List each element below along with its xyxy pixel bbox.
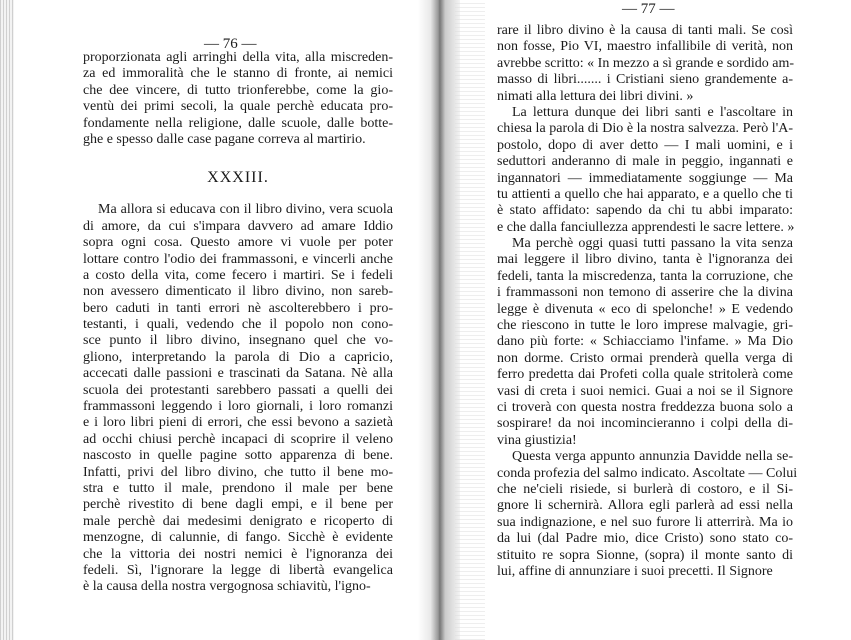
text-line: proporzionata agli arringhi della vita, alla miscreden- xyxy=(83,50,393,65)
text-line: è stato affidato: sapendo da chi tu abbi imparato: xyxy=(497,203,793,219)
text-line: La lettura dunque dei libri santi e l'ascoltare in xyxy=(512,104,793,120)
text-line: seduttori anderanno di male in peggio, ingannati e xyxy=(497,154,793,170)
text-line: ad occhi chiusi perchè incapaci di scoprire il veleno xyxy=(83,431,393,447)
page-number-left: — 76 — xyxy=(204,36,257,52)
text-line: avrebbe scritto: « In mezzo a sì grande e sordido am- xyxy=(497,55,795,71)
text-line: menzogne, di calunnie, di fango. Sicchè è evidente xyxy=(83,530,393,546)
text-line: fedeli, tanta la miscredenza, tanta la corruzione, che xyxy=(497,268,793,284)
text-line: masso di libri....... i Cristiani sieno grandemente a- xyxy=(497,72,793,88)
text-line: Ma allora si educava con il libro divino, vera scuola xyxy=(98,202,393,218)
text-line: ghe e spesso dalle case pagane correva al martirio. xyxy=(83,131,366,147)
text-line: non avessero dimenticato il libro divino, non sareb- xyxy=(83,284,393,300)
text-line: gliono, interpretando la parola di Dio a capricio, xyxy=(83,349,393,365)
text-line: scuola dei protestanti sarebbero passati a quelli dei xyxy=(83,382,393,398)
paragraph xyxy=(83,50,393,148)
text-line: Questa verga appunto annunzia Davidde nella se- xyxy=(512,449,793,465)
book-spine xyxy=(418,0,460,640)
paragraph xyxy=(497,23,793,105)
text-line: Ma perchè oggi quasi tutti passano la vita senza xyxy=(512,236,793,252)
text-line: ingannatori — immediatamente soggiunge — Ma xyxy=(497,170,793,186)
text-line: di amore, da cui s'impara davvero ad amare Iddio xyxy=(83,218,393,234)
text-line: non dorme. Cristo ormai prenderà quella verga di xyxy=(497,350,793,366)
paragraph xyxy=(497,236,793,449)
scan-edge xyxy=(0,0,14,640)
text-line: a costo della vita, come fecero i martiri. Se i fedeli xyxy=(83,267,393,283)
text-line: sopra ogni cosa. Questo amore vi vuole per poter xyxy=(83,235,393,251)
text-line: postolo, dopo di aver detto — I mali uomini, e i xyxy=(497,137,793,153)
text-line: sospirare! da noi incomincieranno i colpi della di- xyxy=(497,416,793,432)
text-line: mai leggere il libro divino, tanta è l'ignoranza dei xyxy=(497,252,793,268)
text-line: ci troverà con questa nostra freddezza buona solo a xyxy=(497,399,793,415)
text-line: frammassoni leggendo i loro giornali, i loro romanzi xyxy=(83,399,393,415)
text-line: gnore li schernirà. Allora egli parlerà ad essi nella xyxy=(497,498,793,514)
text-line: e che dalla fanciullezza apprendesti le sacre lettere. » xyxy=(497,219,795,235)
left-page xyxy=(83,50,393,596)
text-line: è la causa della nostra vergognosa schiavitù, l'igno- xyxy=(83,579,371,595)
text-line: chiesa la parola di Dio è la nostra salvezza. Però l'A- xyxy=(497,121,793,137)
text-line: da lui (dal Padre mio, dice Cristo) sono stato co- xyxy=(497,531,793,547)
text-line: testanti, i quali, vedendo che il popolo non cono- xyxy=(83,317,393,333)
paragraph xyxy=(497,105,793,236)
text-line: ferro predetta dai Profeti colla quale stritolerà come xyxy=(497,367,793,383)
text-line: perchè rivestito di bene dagli empi, e il bene per xyxy=(83,497,393,513)
text-line: nascosto in quelle pagine sotto apparenza di bene. xyxy=(83,448,393,464)
text-line: sce punto il libro divino, insegnano quel che vo- xyxy=(83,333,393,349)
text-line: vina giustizia! xyxy=(497,432,577,448)
text-line: che dee vincere, di tutto trionferebbe, come la gio- xyxy=(83,82,393,98)
text-line: male perchè dai medesimi denigrato e ricoperto di xyxy=(83,513,393,529)
text-line: lui, affine di annunziare i suoi precetti. Il Signore xyxy=(497,563,773,579)
page-number-right: — 77 — xyxy=(622,1,675,17)
text-line: accecati dalle passioni e trascinati da Satana. Nè alla xyxy=(83,366,393,382)
paragraph xyxy=(497,449,798,580)
text-line: rare il libro divino è la causa di tanti mali. Se così xyxy=(497,23,793,38)
text-line: i frammassoni non temono di asserire che la divina xyxy=(497,285,793,301)
scan-noise xyxy=(455,0,485,640)
text-line: e i loro libri pieni di errori, che essi bevono a sazietà xyxy=(83,415,393,431)
text-line: lottare contro l'odio dei frammassoni, e vincerli anche xyxy=(83,251,393,267)
text-line: dano più forte: « Schiacciamo l'infame. » Ma Dio xyxy=(497,334,793,350)
text-line: Infatti, privi del libro divino, che tutto il bene mo- xyxy=(83,464,393,480)
text-line: tu attienti a quello che hai apparato, e a quello che ti xyxy=(497,186,793,202)
text-line: stra e tutto il male, prendono il male per bene xyxy=(83,480,393,496)
text-line: che la vittoria dei nostri nemici è l'ignoranza dei xyxy=(83,546,393,562)
text-line: stituito re sopra Sionne, (sopra) il monte santo di xyxy=(497,547,793,563)
text-line: che ne'cieli risiede, si burlerà di costoro, e il Si- xyxy=(497,481,793,497)
paragraph xyxy=(83,202,393,595)
text-line: sua indignazione, e nel suo furore li atterrirà. Ma io xyxy=(497,514,793,530)
chapter-heading: XXXIII. xyxy=(207,169,269,187)
text-line: bero caduti in tanti errori nè ascolterebbero i pro- xyxy=(83,300,393,316)
text-line: ventù dei primi secoli, la quale perchè educata pro- xyxy=(83,99,393,115)
text-line: vasi di creta i suoi nemici. Guai a noi se il Signore xyxy=(497,383,793,399)
text-line: non fosse, Pio VI, maestro infallibile di verità, non xyxy=(497,39,793,55)
text-line: fondamente nella religione, dalle scuole, dalle botte- xyxy=(83,115,393,131)
text-line: fedeli. Sì, l'ignorare la legge di libertà evangelica xyxy=(83,562,393,578)
text-line: za ed immoralità che le stanno di fronte, ai nemici xyxy=(83,66,393,82)
text-line: legge è divenuta « eco di spelonche! » E vedendo xyxy=(497,301,793,317)
text-line: conda profezia del salmo indicato. Ascoltate — Colui xyxy=(497,465,798,481)
text-line: che riescono in tutte le loro imprese malvagie, gri- xyxy=(497,318,793,334)
text-line: nimati alla lettura dei libri divini. » xyxy=(497,88,694,104)
right-page xyxy=(497,23,798,580)
